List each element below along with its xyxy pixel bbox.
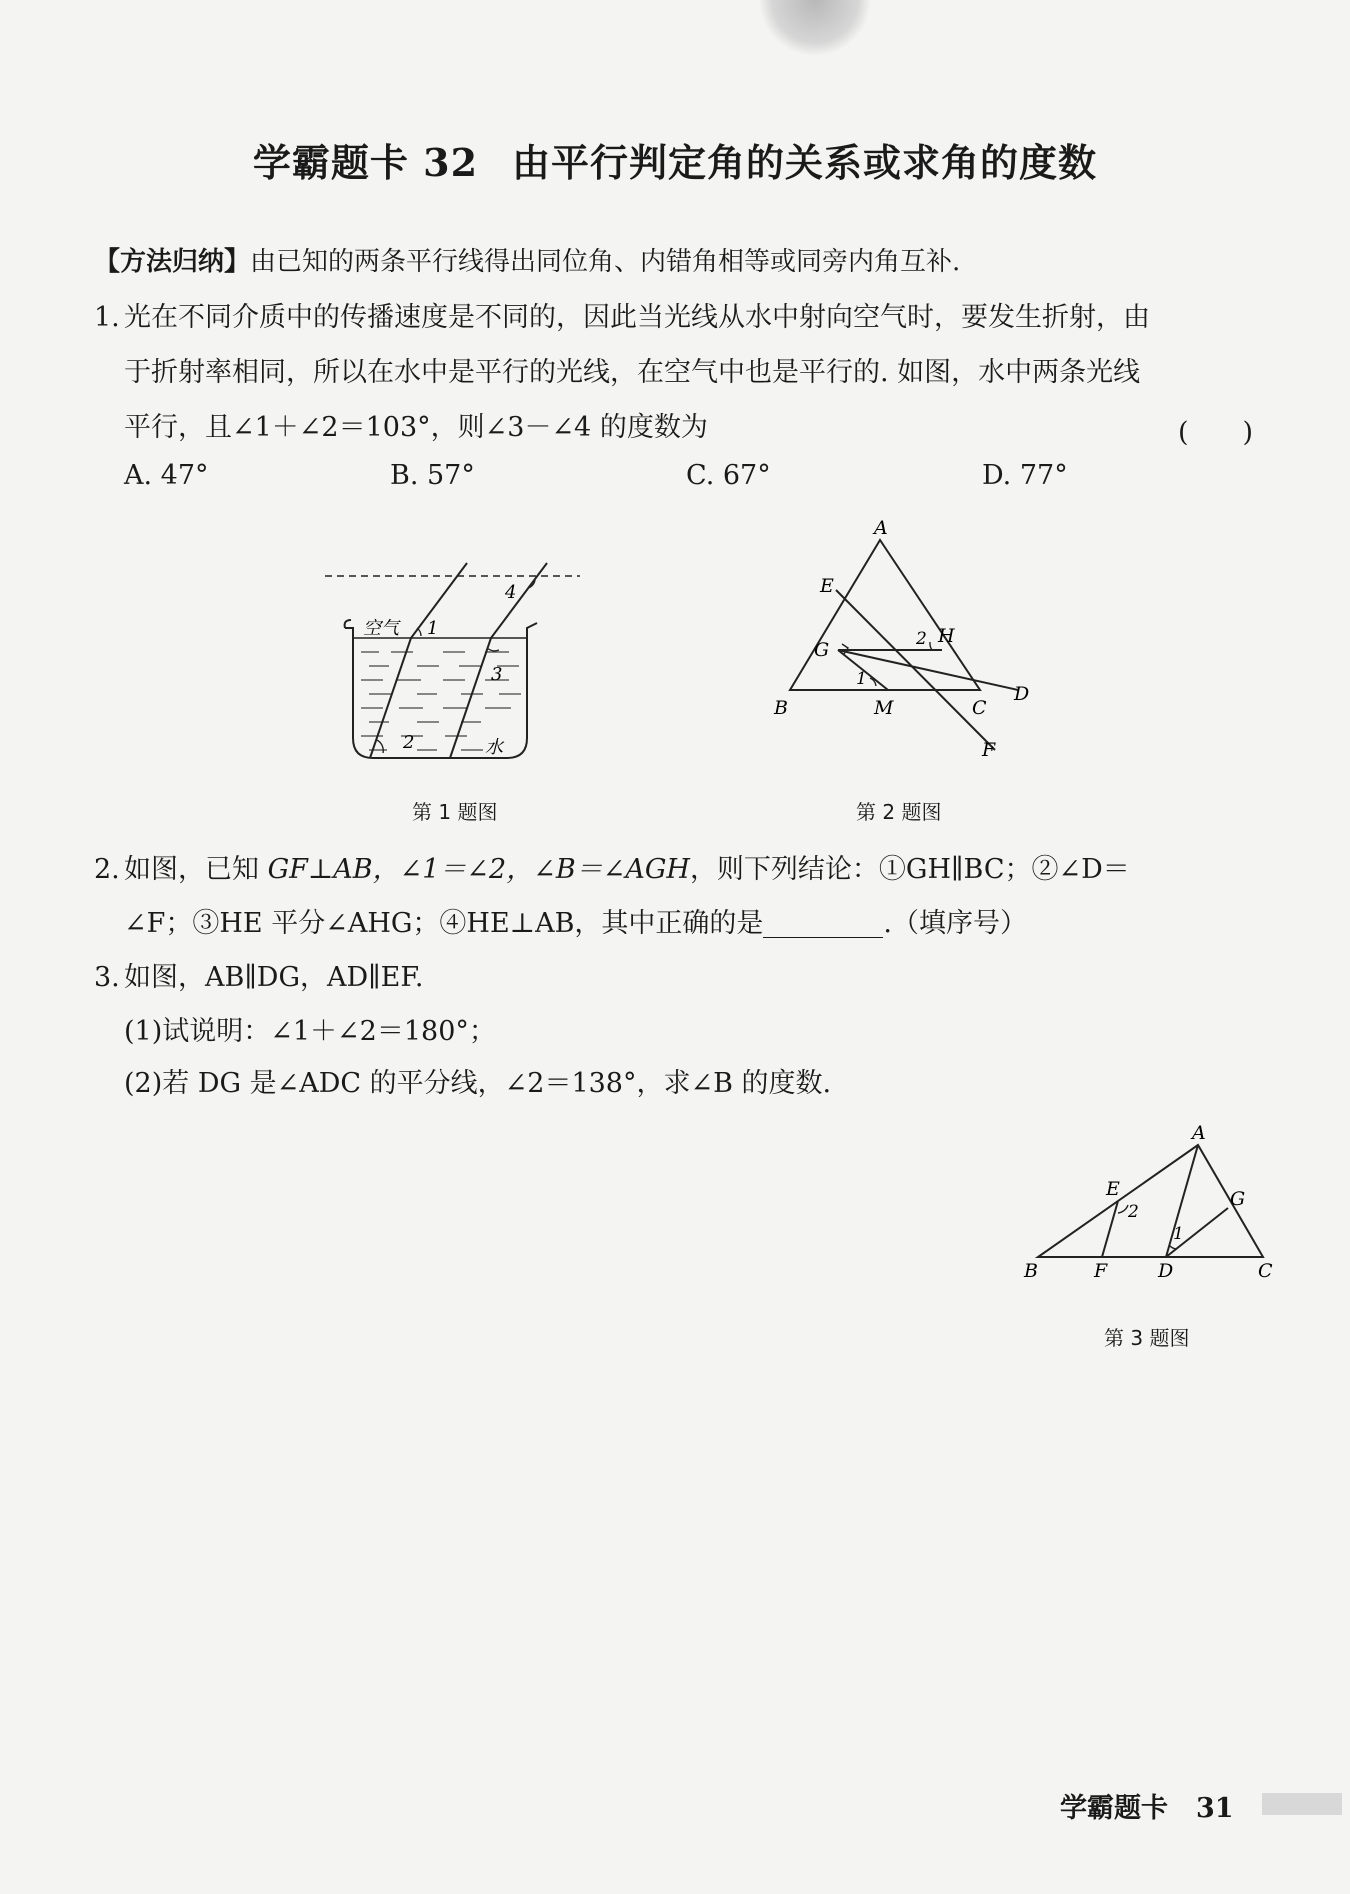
point-b-label: B <box>774 697 788 719</box>
q3-part2: (2)若 DG 是∠ADC 的平分线，∠2＝138°，求∠B 的度数. <box>124 1068 832 1099</box>
footer-gray-bar <box>1262 1793 1342 1815</box>
point-f-label: F <box>1094 1260 1108 1282</box>
page-tab-shadow <box>760 0 870 55</box>
point-a-label: A <box>1192 1122 1206 1144</box>
q2-figure <box>770 517 1030 761</box>
point-a-label: A <box>874 517 888 539</box>
page-number: 31 <box>1196 1793 1234 1824</box>
title-text: 由平行判定角的关系或求角的度数 <box>512 140 1098 185</box>
q1-line2: 于折射率相同，所以在水中是平行的光线，在空气中也是平行的. 如图，水中两条光线 <box>124 357 1141 388</box>
page-footer <box>1060 1786 1234 1825</box>
method-summary <box>94 244 960 280</box>
angle-3-label: 3 <box>491 664 503 685</box>
angle-2-label: 2 <box>1128 1202 1139 1222</box>
q3-figure <box>1018 1122 1288 1295</box>
angle-2-label: 2 <box>916 629 927 649</box>
point-h-label: H <box>938 625 955 647</box>
q1-line3: 平行，且∠1＋∠2＝103°，则∠3－∠4 的度数为 <box>124 412 708 443</box>
q2-figure-caption: 第 2 题图 <box>856 800 942 824</box>
q1-option-a: A. 47° <box>124 460 209 491</box>
q3-part1: (1)试说明：∠1＋∠2＝180°； <box>124 1016 496 1047</box>
q3-figure-caption: 第 3 题图 <box>1104 1326 1190 1350</box>
beaker-outline <box>345 623 537 758</box>
angle-1-label: 1 <box>1173 1224 1184 1244</box>
point-m-label: M <box>874 697 894 719</box>
point-c-label: C <box>972 697 987 719</box>
footer-label: 学霸题卡 <box>1060 1793 1168 1824</box>
air-label: 空气 <box>363 618 399 639</box>
method-tag: 【方法归纳】 <box>94 247 251 277</box>
q2-answer-blank[interactable] <box>763 909 883 938</box>
triangle-abc <box>790 540 980 690</box>
angle-1-label: 1 <box>856 669 867 689</box>
card-number: 学霸题卡 32 <box>252 140 479 185</box>
point-e-label: E <box>820 575 834 597</box>
point-c-label: C <box>1258 1260 1273 1282</box>
angle-4-label: 4 <box>505 582 517 603</box>
point-d-label: D <box>1014 683 1030 705</box>
point-f-label: F <box>982 739 996 761</box>
q3-line1: 3. 如图，AB∥DG，AD∥EF. <box>94 960 423 996</box>
q1-option-c: C. 67° <box>686 460 771 491</box>
point-g-label: G <box>814 639 830 661</box>
q3-number: 3. <box>94 962 120 993</box>
q1-number: 1. <box>94 302 120 333</box>
angle-1-label: 1 <box>427 618 439 639</box>
page-title <box>0 132 1350 187</box>
point-d-label: D <box>1158 1260 1174 1282</box>
water-label: 水 <box>485 737 503 758</box>
q1-option-b: B. 57° <box>390 460 475 491</box>
method-text: 由已知的两条平行线得出同位角、内错角相等或同旁内角互补. <box>250 247 961 277</box>
ray-1-air <box>411 563 467 638</box>
point-e-label: E <box>1106 1178 1120 1200</box>
q1-figure <box>325 568 585 768</box>
point-b-label: B <box>1024 1260 1038 1282</box>
q2-number: 2. <box>94 854 120 885</box>
q1-option-d: D. 77° <box>982 460 1068 491</box>
q1-line1: 1. 光在不同介质中的传播速度是不同的，因此当光线从水中射向空气时，要发生折射，由 <box>94 300 1150 336</box>
q1-figure-caption: 第 1 题图 <box>412 800 498 824</box>
angle-2-label: 2 <box>403 732 415 753</box>
q2-line2: ∠F；③HE 平分∠AHG；④HE⊥AB，其中正确的是 .（填序号） <box>124 908 1028 939</box>
point-g-label: G <box>1230 1188 1246 1210</box>
q2-line1: 2. 如图，已知 GF⊥AB，∠1＝∠2，∠B＝∠AGH，则下列结论：①GH∥BC；②∠D＝ <box>94 852 1130 888</box>
ray-2-air <box>491 563 547 638</box>
q1-answer-paren: ( ) <box>1178 417 1254 448</box>
